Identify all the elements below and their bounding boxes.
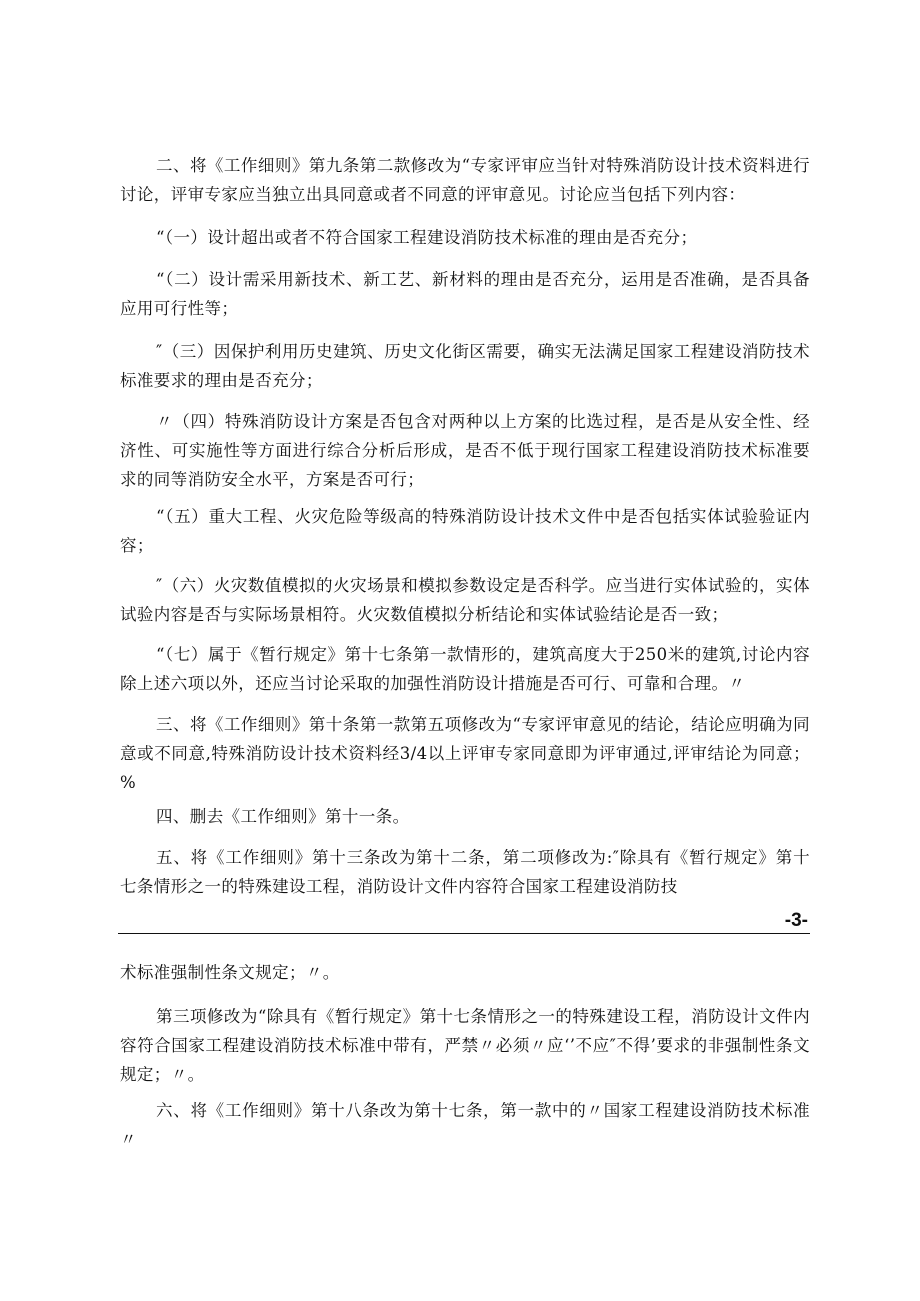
paragraph-delete-article-11: 四、删去《工作细则》第十一条。 xyxy=(156,807,410,826)
paragraph-item-3-amendment: 第三项修改为“除具有《暂行规定》第十七条情形之一的特殊建设工程，消防设计文件内容符合国家工程建设消防技术标准中带有，严禁〃必须〃应‘’不应″不得’要求的非强制性条文规定；〃。 xyxy=(120,1007,810,1084)
paragraph-item-6: ″（六）火灾数值模拟的火灾场景和模拟参数设定是否科学。应当进行实体试验的，实体试验内容是否与实际场景相符。火灾数值模拟分析结论和实体试验结论是否一致； xyxy=(120,576,810,624)
paragraph-article-10-amendment: 三、将《工作细则》第十条第一款第五项修改为“专家评审意见的结论，结论应明确为同意或不同意,特殊消防设计技术资料经3/4以上评审专家同意即为评审通过,评审结论为同意；% xyxy=(120,715,810,792)
paragraph-article-9-amendment: 二、将《工作细则》第九条第二款修改为“专家评审应当针对特殊消防设计技术资料进行讨论，评审专家应当独立出具同意或者不同意的评审意见。讨论应当包括下列内容： xyxy=(120,156,810,204)
page-number: -3- xyxy=(784,910,808,931)
paragraph-item-4: 〃（四）特殊消防设计方案是否包含对两种以上方案的比选过程，是否是从安全性、经济性、可实施性等方面进行综合分析后形成，是否不低于现行国家工程建设消防技术标准要求的同等消防安全水平，方案是否可行； xyxy=(120,412,810,489)
paragraph-item-5: “（五）重大工程、火灾危险等级高的特殊消防设计技术文件中是否包括实体试验验证内容； xyxy=(120,507,810,555)
paragraph-continuation: 术标准强制性条文规定；〃。 xyxy=(120,963,340,982)
paragraph-item-7: “（七）属于《暂行规定》第十七条第一款情形的，建筑高度大于250米的建筑,讨论内容除上述六项以外，还应当讨论采取的加强性消防设计措施是否可行、可靠和合理。〃 xyxy=(120,645,810,693)
paragraph-item-2: “（二）设计需采用新技术、新工艺、新材料的理由是否充分，运用是否准确，是否具备应用可行性等； xyxy=(120,270,810,318)
paragraph-article-13-amendment: 五、将《工作细则》第十三条改为第十二条，第二项修改为:″除具有《暂行规定》第十七条情形之一的特殊建设工程，消防设计文件内容符合国家工程建设消防技 xyxy=(120,848,810,896)
paragraph-item-1: “（一）设计超出或者不符合国家工程建设消防技术标准的理由是否充分； xyxy=(156,228,698,247)
paragraph-item-3: ″（三）因保护利用历史建筑、历史文化街区需要，确实无法满足国家工程建设消防技术标准要求的理由是否充分； xyxy=(120,342,810,390)
page-divider xyxy=(118,933,810,934)
paragraph-article-18-amendment: 六、将《工作细则》第十八条改为第十七条，第一款中的〃国家工程建设消防技术标准〃 xyxy=(120,1101,810,1149)
